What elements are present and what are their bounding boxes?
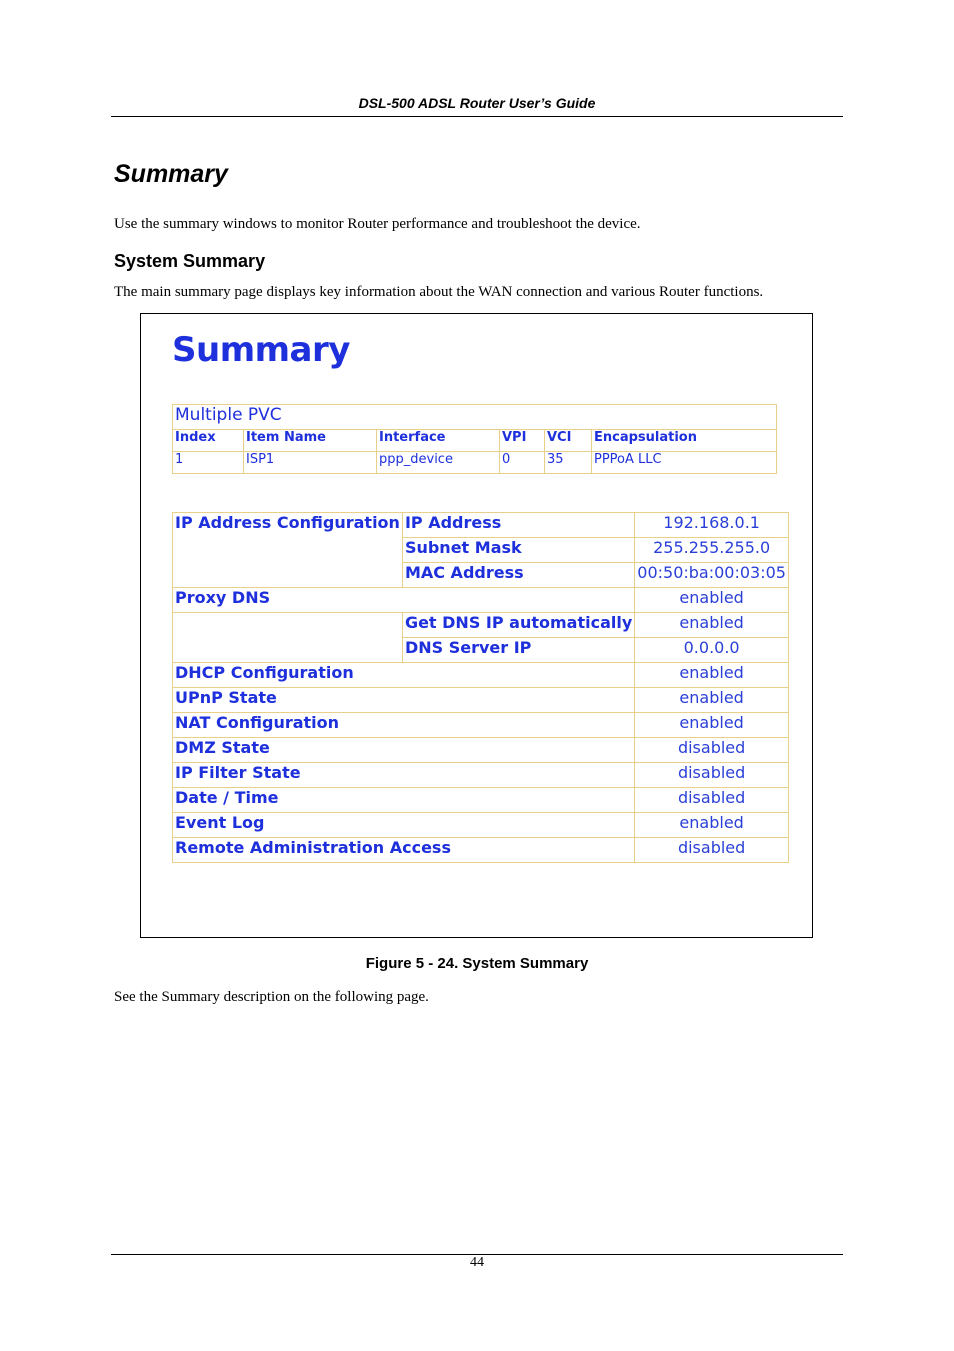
table-row: [173, 763, 788, 787]
nat-value: enabled: [635, 713, 788, 737]
pvc-cell-vpi: 0: [500, 452, 544, 473]
multiple-pvc-table: [172, 404, 777, 474]
table-row: [173, 838, 788, 862]
mac-address-value: 00:50:ba:00:03:05: [635, 563, 788, 587]
table-row: [173, 813, 788, 837]
pvc-cell-index: 1: [173, 452, 243, 473]
ip-address-value: 192.168.0.1: [635, 513, 788, 537]
pvc-header-interface: Interface: [377, 430, 499, 451]
pvc-header-encapsulation: Encapsulation: [592, 430, 776, 451]
pvc-header-index: Index: [173, 430, 243, 451]
page-number: 44: [470, 1255, 484, 1270]
system-summary-table: [172, 512, 789, 863]
subnet-mask-value: 255.255.255.0: [635, 538, 788, 562]
footer-text: See the Summary description on the following page.: [114, 989, 429, 1005]
ip-address-label: IP Address: [403, 513, 634, 537]
dhcp-value: enabled: [635, 663, 788, 687]
dns-server-value: 0.0.0.0: [635, 638, 788, 662]
date-time-label: Date / Time: [173, 788, 634, 812]
ip-config-label: IP Address Configuration: [173, 513, 402, 587]
event-log-label: Event Log: [173, 813, 634, 837]
remote-admin-value: disabled: [635, 838, 788, 862]
table-row: [173, 452, 776, 473]
table-row: [173, 663, 788, 687]
proxy-dns-label: Proxy DNS: [173, 588, 634, 612]
nat-label: NAT Configuration: [173, 713, 634, 737]
upnp-label: UPnP State: [173, 688, 634, 712]
mac-address-label: MAC Address: [403, 563, 634, 587]
pvc-cell-encapsulation: PPPoA LLC: [592, 452, 776, 473]
section-title: Summary: [114, 160, 228, 188]
dmz-label: DMZ State: [173, 738, 634, 762]
dmz-value: disabled: [635, 738, 788, 762]
subnet-mask-label: Subnet Mask: [403, 538, 634, 562]
proxy-dns-value: enabled: [635, 588, 788, 612]
remote-admin-label: Remote Administration Access: [173, 838, 634, 862]
section-intro: Use the summary windows to monitor Router performance and troubleshoot the device.: [114, 216, 641, 232]
summary-screenshot: [140, 313, 813, 938]
get-dns-label: Get DNS IP automatically: [403, 613, 634, 637]
subsection-text: The main summary page displays key information about the WAN connection and various Router functions.: [114, 284, 764, 300]
table-row: [173, 788, 788, 812]
dns-server-label: DNS Server IP: [403, 638, 634, 662]
table-row: [173, 738, 788, 762]
upnp-value: enabled: [635, 688, 788, 712]
get-dns-value: enabled: [635, 613, 788, 637]
ip-filter-value: disabled: [635, 763, 788, 787]
date-time-value: disabled: [635, 788, 788, 812]
pvc-cell-item-name: ISP1: [244, 452, 376, 473]
screenshot-title: Summary: [172, 330, 350, 370]
dns-indent-cell: [173, 613, 402, 662]
figure-caption: Figure 5 - 24. System Summary: [365, 955, 589, 972]
guide-title: DSL-500 ADSL Router User’s Guide: [358, 95, 596, 111]
pvc-header-item-name: Item Name: [244, 430, 376, 451]
header-rule: [111, 116, 843, 117]
ip-filter-label: IP Filter State: [173, 763, 634, 787]
subsection-title: System Summary: [114, 251, 266, 271]
table-row: [173, 713, 788, 737]
event-log-value: enabled: [635, 813, 788, 837]
dhcp-label: DHCP Configuration: [173, 663, 634, 687]
pvc-cell-vci: 35: [545, 452, 591, 473]
pvc-header-vpi: VPI: [500, 430, 544, 451]
pvc-header-vci: VCI: [545, 430, 591, 451]
table-row: [173, 688, 788, 712]
pvc-cell-interface: ppp_device: [377, 452, 499, 473]
pvc-table-caption: Multiple PVC: [173, 405, 776, 429]
